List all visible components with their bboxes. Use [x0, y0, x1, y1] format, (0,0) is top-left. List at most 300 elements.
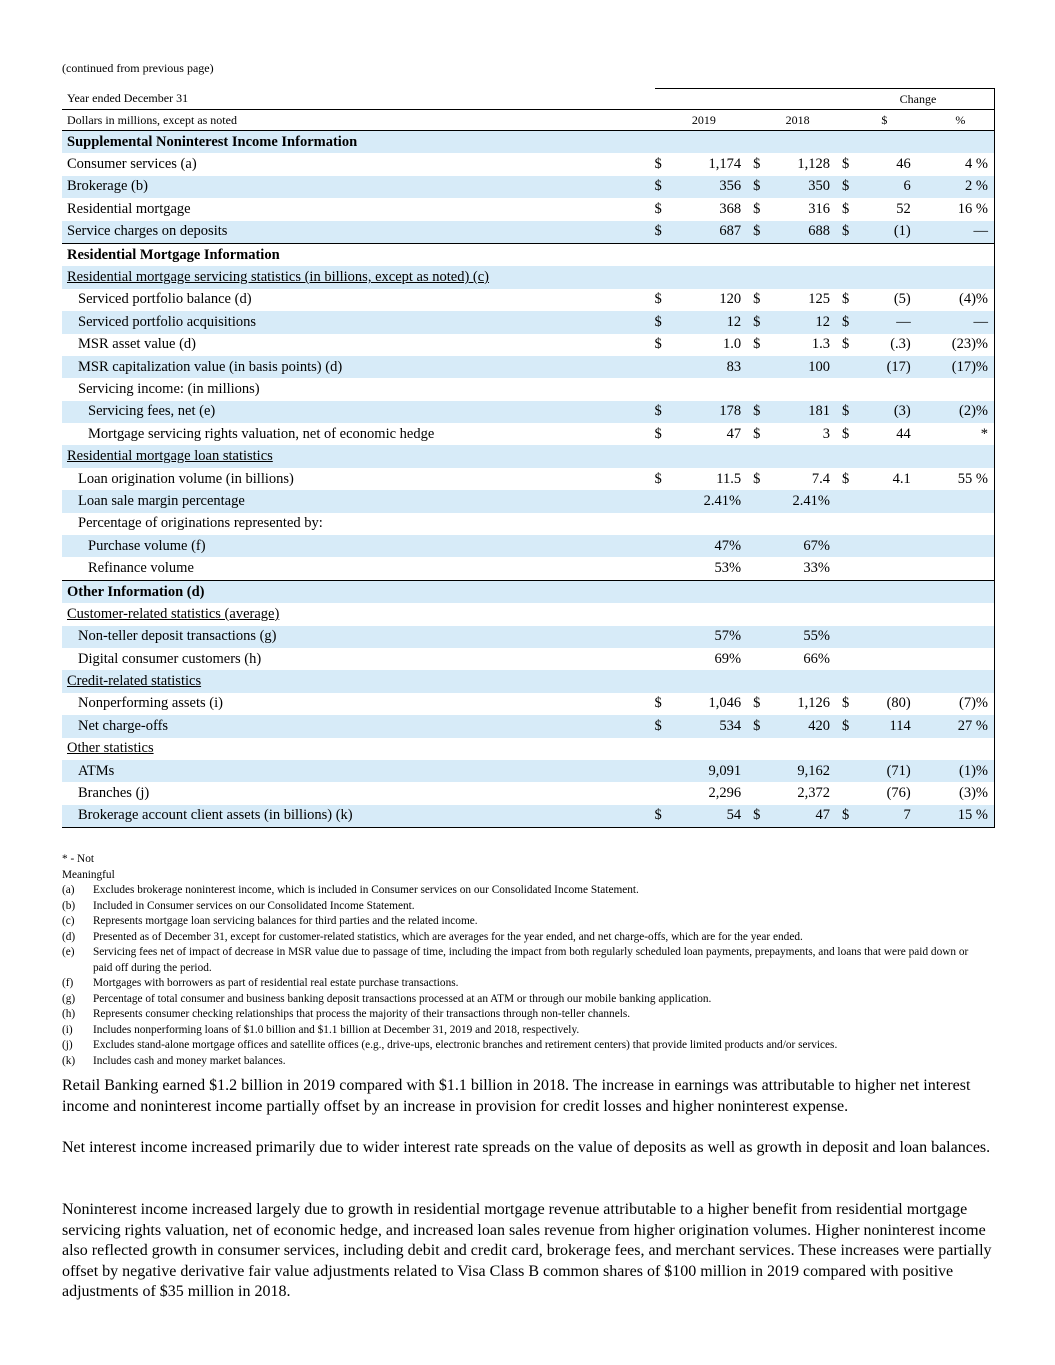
footnote-text: Includes cash and money market balances.: [93, 1054, 286, 1067]
dollar-sign-change: [842, 782, 860, 804]
table-row: [62, 715, 995, 737]
footnote-text: Represents consumer checking relationships that process the majority of their transactions through non-teller channels.: [93, 1008, 631, 1020]
dollar-sign-2018: $: [753, 291, 761, 308]
dollar-sign-2018: [753, 603, 771, 625]
dollar-sign-change: [842, 131, 860, 154]
dollar-sign-2019: $: [654, 200, 662, 217]
value-change: [860, 266, 927, 288]
value-2019: 54: [672, 805, 753, 828]
dollar-sign-2018: [753, 490, 771, 512]
pct-change: (23)%: [927, 334, 995, 356]
value-2018: 9,162: [771, 760, 842, 782]
dollar-sign-2019: $: [655, 221, 673, 244]
pct-change: 15 %: [927, 805, 995, 828]
dollar-sign-change: [842, 513, 860, 535]
value-2018: [771, 670, 842, 692]
value-2019: [672, 580, 753, 603]
value-2019: [672, 243, 753, 266]
value-2019: [672, 131, 753, 154]
dollar-sign-2019: $: [654, 470, 662, 487]
row-label: Purchase volume (f): [88, 537, 206, 554]
row-label: Digital consumer customers (h): [78, 650, 262, 667]
pct-change: (3)%: [927, 782, 995, 804]
value-change: 114: [860, 715, 927, 737]
dollar-sign-2018: $: [753, 336, 761, 353]
dollar-sign-change: [842, 445, 860, 467]
paragraph-noninterest: Noninterest income increased largely due to growth in residential mortgage revenue attributable to a higher benefit from residential mortgage servicing rights valuation, net of economic hedge, and increased loan sales revenue from higher origination volumes. Higher noninterest income also reflected growth in consumer services, including debit and credit card, brokerage fees, and merchant services. These increases were partially offset by negative derivative fair value adjustments related to Visa Class B common shares of $100 million in 2019 compared with positive adjustments of $35 million in 2018.: [62, 1201, 992, 1300]
paragraph-net-interest: Net interest income increased primarily due to wider interest rate spreads on the value of deposits as well as growth in deposit and loan balances.: [62, 1139, 991, 1156]
value-2018: [771, 513, 842, 535]
dollar-sign-2018: $: [753, 715, 771, 737]
row-label: Residential mortgage loan statistics: [67, 448, 273, 465]
value-2018: 66%: [803, 650, 831, 667]
footnote-text: Percentage of total consumer and business banking deposit transactions processed at an ATM or through our mobile banking application.: [93, 992, 712, 1005]
value-2018: 3: [822, 425, 831, 442]
footnote: [62, 1007, 1005, 1023]
value-change: (3): [860, 401, 927, 423]
dollar-sign-change: [842, 356, 860, 378]
table-row: [62, 760, 995, 782]
dollar-sign-2019: [655, 626, 673, 648]
footnote-text: Represents mortgage loan servicing balances for third parties and the related income.: [93, 915, 478, 927]
dollar-sign-2019: [655, 738, 673, 760]
value-change: (80): [886, 695, 911, 712]
col-2018: 2018: [753, 110, 842, 131]
dollar-sign-change: [842, 670, 860, 692]
dollar-sign-2019: [655, 760, 673, 782]
dollar-sign-2019: [655, 557, 673, 580]
table-row: [62, 153, 995, 175]
table-row: [62, 289, 995, 311]
footnote: [62, 883, 1005, 899]
value-change: [860, 535, 927, 557]
value-change: (17): [860, 356, 927, 378]
dollar-sign-2018: [753, 445, 771, 467]
subsection-header-row: [62, 603, 995, 625]
dollar-sign-change: [842, 243, 860, 266]
dollar-sign-2018: $: [753, 470, 761, 487]
footnote-text: Included in Consumer services on our Consolidated Income Statement.: [93, 899, 415, 912]
dollar-sign-2019: [655, 378, 673, 400]
value-2018: 181: [771, 401, 842, 423]
value-2018: [771, 738, 842, 760]
dollar-sign-change: $: [842, 156, 850, 173]
dollar-sign-change: $: [842, 401, 860, 423]
footnotes: [62, 852, 1005, 1069]
dollar-sign-2018: [753, 670, 771, 692]
dollar-sign-2018: [753, 782, 771, 804]
value-2019: [672, 603, 753, 625]
footnote-key: (i): [62, 1023, 73, 1036]
dollar-sign-2019: $: [655, 401, 673, 423]
year-label: Year ended December 31: [62, 89, 655, 110]
paragraph-earnings: Retail Banking earned $1.2 billion in 2019 compared with $1.1 billion in 2018. The increase in earnings was attributable to higher net interest income and noninterest income partially offset by an increase in provision for credit losses and higher noninterest expense.: [62, 1077, 971, 1115]
value-change: [860, 243, 927, 266]
pct-change: [927, 738, 995, 760]
footnote-text: Excludes brokerage noninterest income, which is included in Consumer services on our Consolidated Income Statement.: [93, 884, 639, 896]
dollar-sign-2019: [655, 445, 673, 467]
row-label: Customer-related statistics (average): [67, 605, 280, 622]
dollar-sign-2019: [655, 535, 673, 557]
dollar-sign-change: [842, 266, 860, 288]
value-2019: 356: [672, 176, 753, 198]
value-2018: 420: [771, 715, 842, 737]
subsection-header-row: [62, 266, 995, 288]
row-label: Net charge-offs: [78, 717, 169, 734]
pct-change: [927, 535, 995, 557]
subsection-header-row: [62, 445, 995, 467]
dollar-sign-2019: $: [655, 715, 673, 737]
value-change: (76): [886, 785, 911, 802]
dollar-sign-change: [842, 648, 860, 670]
dollar-sign-change: $: [842, 311, 860, 333]
dollar-sign-2018: [753, 356, 771, 378]
row-label: Serviced portfolio acquisitions: [78, 313, 256, 330]
table-row: [62, 490, 995, 512]
table-row: [62, 356, 995, 378]
value-2018: [771, 445, 842, 467]
value-change: (71): [860, 760, 927, 782]
continued-note: (continued from previous page): [62, 61, 214, 75]
dollar-sign-2019: [655, 356, 673, 378]
table-row: [62, 198, 995, 220]
footnote-text: Mortgages with borrowers as part of residential real estate purchase transactions.: [93, 977, 459, 989]
dollar-sign-change: [842, 557, 860, 580]
table-row: [62, 648, 995, 670]
dollar-sign-2019: [655, 670, 673, 692]
row-label: Servicing fees, net (e): [88, 403, 216, 420]
dollar-sign-2018: [753, 378, 771, 400]
pct-change: —: [927, 221, 995, 244]
footnote: [62, 976, 1005, 992]
pct-change: 4 %: [927, 153, 995, 175]
dollar-sign-2018: $: [753, 176, 771, 198]
pct-change: (4)%: [927, 289, 995, 311]
value-change: [860, 648, 927, 670]
col-pct-change: %: [927, 110, 995, 131]
dollar-sign-change: [842, 760, 860, 782]
value-change: [860, 670, 927, 692]
value-2019: [672, 266, 753, 288]
value-2019: 368: [719, 200, 742, 217]
row-label: Serviced portfolio balance (d): [78, 291, 252, 308]
value-2018: 316: [808, 200, 831, 217]
footnote-key: (b): [62, 899, 76, 912]
value-2019: 47%: [672, 535, 753, 557]
dollar-sign-2019: [655, 266, 673, 288]
footnote-key: (e): [62, 946, 75, 958]
dollar-sign-change: [842, 626, 860, 648]
pct-change: (17)%: [927, 356, 995, 378]
dollar-sign-2019: [655, 490, 673, 512]
dollar-sign-2018: [753, 243, 771, 266]
value-change: 46: [896, 156, 911, 173]
dollar-sign-2019: $: [654, 336, 662, 353]
dollar-sign-change: $: [842, 221, 860, 244]
pct-change: 55 %: [927, 468, 995, 490]
pct-change: (2)%: [927, 401, 995, 423]
value-2019: 9,091: [672, 760, 753, 782]
subsection-header-row: [62, 670, 995, 692]
change-label: Change: [842, 89, 994, 110]
table-row: [62, 334, 995, 356]
value-2019: 69%: [714, 650, 742, 667]
pct-change: [927, 557, 995, 580]
dollar-sign-change: [842, 535, 860, 557]
pct-change: [927, 670, 995, 692]
row-label: Loan origination volume (in billions): [78, 470, 294, 487]
value-2019: 1.0: [722, 336, 742, 353]
dollar-sign-2019: $: [655, 311, 673, 333]
footnote: [62, 1023, 1005, 1039]
dollar-sign-2018: $: [753, 200, 761, 217]
dollar-sign-change: $: [842, 695, 850, 712]
value-2019: 120: [719, 291, 742, 308]
footnote: [62, 899, 1005, 915]
value-2018: 2,372: [797, 785, 831, 802]
dollar-sign-change: [842, 378, 860, 400]
dollar-sign-change: $: [842, 805, 860, 828]
row-label: Service charges on deposits: [67, 223, 228, 240]
value-2019: 11.5: [716, 470, 742, 487]
section-header-row: [62, 243, 995, 266]
table-row: [62, 535, 995, 557]
income-table: [62, 88, 995, 828]
dollar-sign-2019: [655, 648, 673, 670]
row-label: Residential Mortgage Information: [67, 246, 280, 263]
footnote-key: * - Not Meaningful: [62, 853, 115, 881]
value-2019: 534: [672, 715, 753, 737]
row-label: Residential mortgage servicing statistics (in billions, except as noted) (c): [67, 269, 490, 286]
value-change: (5): [893, 291, 911, 308]
value-2018: 2.41%: [771, 490, 842, 512]
table-row: [62, 221, 995, 244]
dollar-sign-change: $: [842, 291, 850, 308]
value-2018: 55%: [771, 626, 842, 648]
dollar-sign-2019: [655, 580, 673, 603]
value-2018: [771, 603, 842, 625]
footnote-text: Presented as of December 31, except for customer-related statistics, which are averages for the year ended, and net charge-offs, which are for the year ended.: [93, 930, 803, 943]
row-label: Branches (j): [78, 785, 150, 802]
footnote-key: (k): [62, 1054, 76, 1067]
value-2018: [771, 378, 842, 400]
row-label: Credit-related statistics: [67, 673, 202, 690]
footnote-key: (j): [62, 1039, 73, 1051]
table-row: [62, 693, 995, 715]
dollar-sign-2018: [753, 535, 771, 557]
value-2018: [771, 266, 842, 288]
value-2018: [771, 243, 842, 266]
value-change: 52: [896, 200, 911, 217]
pct-change: *: [927, 423, 995, 445]
footnote: [62, 1038, 1005, 1054]
row-label: Nonperforming assets (i): [78, 695, 223, 712]
value-change: 44: [896, 425, 911, 442]
dollar-sign-change: $: [842, 425, 850, 442]
units-label: Dollars in millions, except as noted: [62, 110, 655, 131]
dollar-sign-2019: [655, 782, 673, 804]
footnote-text: Excludes stand-alone mortgage offices and satellite offices (e.g., drive-ups, electronic branches and retirement centers) that provide limited products and/or services.: [93, 1039, 838, 1051]
dollar-sign-2018: $: [753, 401, 771, 423]
row-label: MSR capitalization value (in basis points) (d): [78, 358, 343, 375]
value-2019: [672, 513, 753, 535]
dollar-sign-2019: $: [654, 156, 662, 173]
value-change: [860, 580, 927, 603]
dollar-sign-2018: [753, 513, 771, 535]
table-row: [62, 468, 995, 490]
row-label: MSR asset value (d): [78, 336, 196, 353]
dollar-sign-change: $: [842, 176, 860, 198]
footnote-key: (g): [62, 992, 76, 1005]
footnote: [62, 914, 1005, 930]
footnote-key: (a): [62, 884, 75, 896]
row-label: Consumer services (a): [67, 156, 197, 173]
dollar-sign-change: [842, 738, 860, 760]
pct-change: 16 %: [927, 198, 995, 220]
dollar-sign-change: $: [842, 336, 850, 353]
dollar-sign-2018: [753, 626, 771, 648]
value-2018: 1.3: [811, 336, 831, 353]
table-row: [62, 311, 995, 333]
footnote-text: Includes nonperforming loans of $1.0 billion and $1.1 billion at December 31, 2019 and 2018, respectively.: [93, 1023, 580, 1036]
pct-change: [927, 626, 995, 648]
dollar-sign-2019: [655, 243, 673, 266]
value-2019: 12: [672, 311, 753, 333]
pct-change: [927, 266, 995, 288]
table-row: [62, 513, 995, 535]
pct-change: [927, 131, 995, 154]
value-change: (.3): [890, 336, 911, 353]
value-change: [860, 738, 927, 760]
value-2018: 688: [771, 221, 842, 244]
pct-change: (7)%: [927, 693, 995, 715]
pct-change: [927, 445, 995, 467]
dollar-sign-change: $: [842, 200, 850, 217]
value-2019: [672, 670, 753, 692]
value-2019: 47: [726, 425, 742, 442]
pct-change: (1)%: [927, 760, 995, 782]
dollar-sign-2019: [655, 603, 673, 625]
value-2019: 687: [672, 221, 753, 244]
row-label: Other Information (d): [67, 583, 205, 600]
table-row: [62, 401, 995, 423]
value-2018: 33%: [803, 560, 831, 577]
row-label: Percentage of originations represented by:: [78, 515, 323, 532]
dollar-sign-2019: $: [654, 291, 662, 308]
row-label: Brokerage account client assets (in billions) (k): [78, 807, 353, 824]
pct-change: —: [927, 311, 995, 333]
row-label: Servicing income: (in millions): [78, 380, 260, 397]
value-2018: 125: [808, 291, 831, 308]
footnote: [62, 945, 1005, 976]
dollar-sign-2018: $: [753, 425, 761, 442]
row-label: ATMs: [78, 762, 115, 779]
footnote-key: (c): [62, 915, 75, 927]
value-change: (1): [860, 221, 927, 244]
value-change: 7: [860, 805, 927, 828]
value-2019: 53%: [714, 560, 742, 577]
dollar-sign-2019: $: [655, 176, 673, 198]
dollar-sign-2018: [753, 648, 771, 670]
value-2019: 1,046: [708, 695, 742, 712]
value-2019: 178: [672, 401, 753, 423]
dollar-sign-2018: [753, 580, 771, 603]
row-label: Supplemental Noninterest Income Information: [67, 133, 358, 150]
table-row: [62, 557, 995, 580]
value-change: 6: [860, 176, 927, 198]
value-2019: 83: [672, 356, 753, 378]
value-2018: 100: [771, 356, 842, 378]
value-change: —: [860, 311, 927, 333]
footnote: [62, 852, 1005, 883]
value-2018: 12: [771, 311, 842, 333]
dollar-sign-2019: $: [654, 425, 662, 442]
value-2019: [672, 738, 753, 760]
row-label: Brokerage (b): [67, 178, 148, 195]
pct-change: [927, 513, 995, 535]
value-2018: 47: [771, 805, 842, 828]
value-2018: 7.4: [811, 470, 831, 487]
footnote: [62, 992, 1005, 1008]
value-change: [860, 490, 927, 512]
section-header-row: [62, 580, 995, 603]
value-2019: [672, 378, 753, 400]
dollar-sign-2019: $: [655, 805, 673, 828]
value-2019: 2,296: [708, 785, 742, 802]
footnote: [62, 1054, 1005, 1070]
dollar-sign-2018: $: [753, 805, 771, 828]
value-2018: [771, 580, 842, 603]
dollar-sign-2018: [753, 131, 771, 154]
pct-change: 2 %: [927, 176, 995, 198]
row-label: Other statistics: [67, 740, 154, 757]
dollar-sign-2018: [753, 266, 771, 288]
col-2019: 2019: [655, 110, 754, 131]
value-change: 4.1: [892, 470, 911, 487]
value-2018: 1,126: [797, 695, 831, 712]
table-row: [62, 626, 995, 648]
header-row-columns: [62, 110, 995, 131]
value-change: [860, 131, 927, 154]
value-2019: [672, 445, 753, 467]
dollar-sign-change: [842, 490, 860, 512]
dollar-sign-2018: [753, 738, 771, 760]
dollar-sign-change: $: [842, 715, 860, 737]
section-header-row: [62, 131, 995, 154]
dollar-sign-2018: $: [753, 156, 761, 173]
row-label: Residential mortgage: [67, 200, 191, 217]
header-row-year: [62, 89, 995, 110]
dollar-sign-change: $: [842, 470, 850, 487]
table-row: [62, 782, 995, 804]
dollar-sign-2018: [753, 557, 771, 580]
pct-change: [927, 603, 995, 625]
table-row: [62, 378, 995, 400]
value-change: [860, 445, 927, 467]
row-label: Mortgage servicing rights valuation, net of economic hedge: [88, 425, 435, 442]
dollar-sign-2018: [753, 760, 771, 782]
pct-change: [927, 243, 995, 266]
value-2018: [771, 131, 842, 154]
row-label: Non-teller deposit transactions (g): [78, 628, 277, 645]
dollar-sign-2018: $: [753, 311, 771, 333]
footnote-key: (f): [62, 977, 74, 989]
dollar-sign-2019: [655, 513, 673, 535]
dollar-sign-2018: $: [753, 221, 771, 244]
col-dollar-change: $: [842, 110, 927, 131]
pct-change: [927, 378, 995, 400]
value-2018: 67%: [771, 535, 842, 557]
